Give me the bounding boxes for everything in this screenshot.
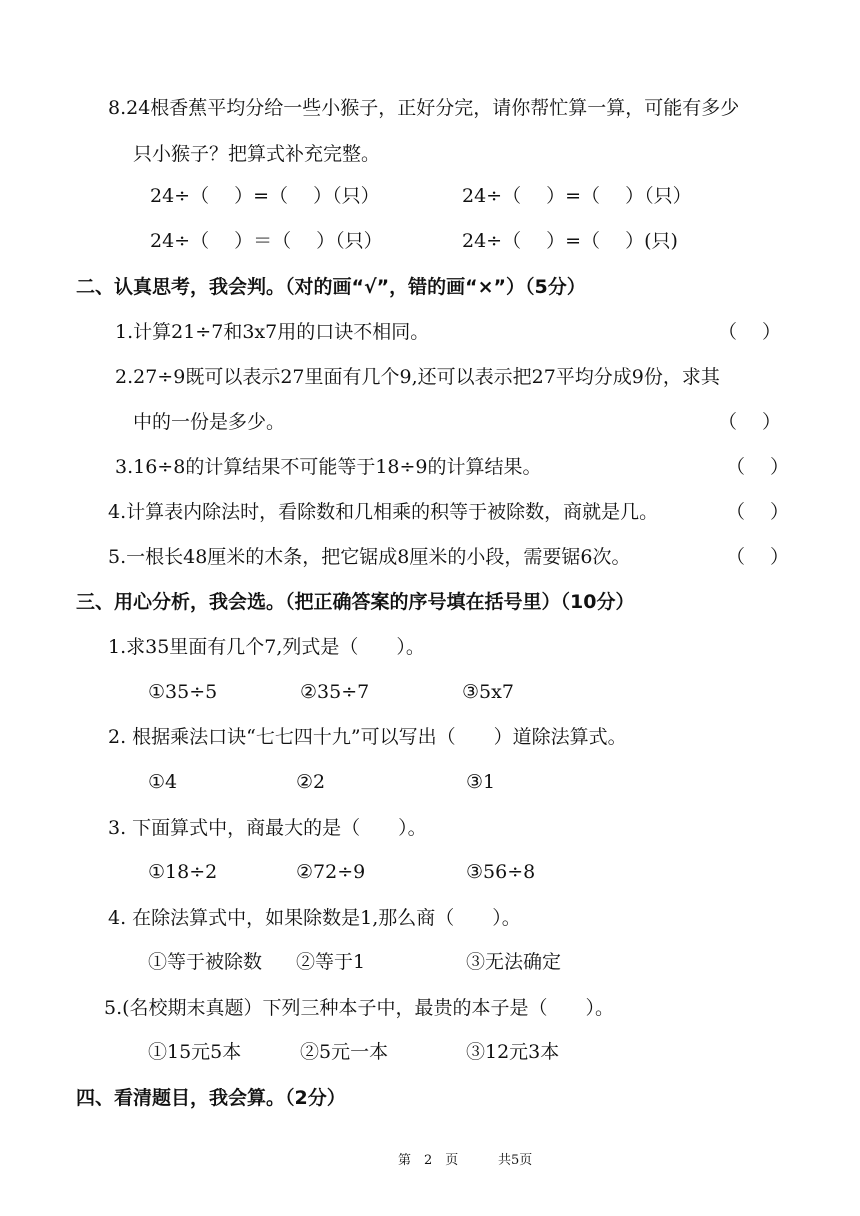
q8-expression-1: 24÷（ ）=（ ）（只） xyxy=(150,185,380,207)
choice-3-option-2[interactable]: ②72÷9 xyxy=(296,861,366,883)
judge-answer-1[interactable]: （ ） xyxy=(718,321,782,343)
choice-1-option-3[interactable]: ③5x7 xyxy=(462,681,514,703)
choice-question-3: 3. 下面算式中，商最大的是（ ）。 xyxy=(108,817,427,839)
q8-line1: 8.24根香蕉平均分给一些小猴子，正好分完，请你帮忙算一算，可能有多少 xyxy=(108,97,740,119)
choice-1-option-2[interactable]: ②35÷7 xyxy=(300,681,370,703)
judge-item-4: 4.计算表内除法时，看除数和几相乘的积等于被除数，商就是几。 xyxy=(108,501,659,523)
judge-answer-3[interactable]: （ ） xyxy=(726,456,790,478)
page-total: 共5页 xyxy=(498,1153,533,1168)
section4-heading: 四、看清题目，我会算。（2分） xyxy=(76,1087,346,1109)
choice-4-option-1[interactable]: ①等于被除数 xyxy=(148,951,263,973)
judge-answer-4[interactable]: （ ） xyxy=(726,501,790,523)
judge-item-5: 5.一根长48厘米的木条，把它锯成8厘米的小段，需要锯6次。 xyxy=(108,546,631,568)
judge-item-3: 3.16÷8的计算结果不可能等于18÷9的计算结果。 xyxy=(115,456,542,478)
page-number: 第 2 页 xyxy=(398,1153,459,1168)
judge-item-2-cont: 中的一份是多少。 xyxy=(133,411,286,433)
choice-2-option-1[interactable]: ①4 xyxy=(148,771,178,793)
section2-heading: 二、认真思考，我会判。（对的画“√”，错的画“×”）（5分） xyxy=(76,276,586,298)
choice-4-option-2[interactable]: ②等于1 xyxy=(296,951,366,973)
choice-5-option-3[interactable]: ③12元3本 xyxy=(466,1041,560,1063)
choice-3-option-1[interactable]: ①18÷2 xyxy=(148,861,218,883)
choice-5-option-2[interactable]: ②5元一本 xyxy=(300,1041,389,1063)
q8-line2: 只小猴子？把算式补充完整。 xyxy=(133,143,381,165)
choice-question-1: 1.求35里面有几个7,列式是（ ）。 xyxy=(108,636,425,658)
choice-question-4: 4. 在除法算式中，如果除数是1,那么商（ ）。 xyxy=(108,907,521,929)
choice-2-option-3[interactable]: ③1 xyxy=(466,771,496,793)
choice-5-option-1[interactable]: ①15元5本 xyxy=(148,1041,242,1063)
judge-answer-5[interactable]: （ ） xyxy=(726,546,790,568)
choice-4-option-3[interactable]: ③无法确定 xyxy=(466,951,562,973)
choice-3-option-3[interactable]: ③56÷8 xyxy=(466,861,536,883)
choice-question-5: 5.(名校期末真题）下列三种本子中，最贵的本子是（ ）。 xyxy=(104,997,615,1019)
section3-heading: 三、用心分析，我会选。（把正确答案的序号填在括号里）（10分） xyxy=(76,591,635,613)
q8-expression-3: 24÷（ ）＝（ ）（只） xyxy=(150,230,383,252)
q8-expression-4: 24÷（ ）=（ ）(只) xyxy=(462,230,678,252)
judge-answer-2[interactable]: （ ） xyxy=(718,411,782,433)
judge-item-2: 2.27÷9既可以表示27里面有几个9,还可以表示把27平均分成9份，求其 xyxy=(115,366,720,388)
q8-expression-2: 24÷（ ）=（ ）（只） xyxy=(462,185,692,207)
choice-2-option-2[interactable]: ②2 xyxy=(296,771,326,793)
choice-1-option-1[interactable]: ①35÷5 xyxy=(148,681,218,703)
choice-question-2: 2. 根据乘法口诀“七七四十九”可以写出（ ）道除法算式。 xyxy=(108,726,627,748)
judge-item-1: 1.计算21÷7和3x7用的口诀不相同。 xyxy=(115,321,430,343)
